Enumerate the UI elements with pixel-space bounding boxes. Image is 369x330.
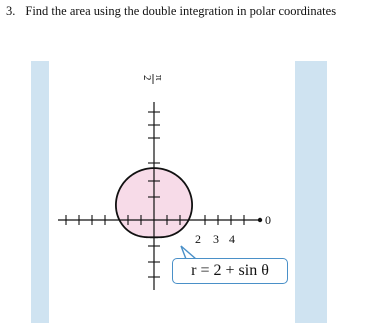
radial-tick-2: 2 — [195, 232, 201, 246]
angle-denominator: 2 — [141, 75, 153, 81]
radial-tick-3: 3 — [213, 232, 219, 246]
equation-text: r = 2 + sin θ — [191, 262, 269, 279]
angle-label-pi-over-2 — [141, 74, 165, 84]
radial-tick-4: 4 — [229, 232, 235, 246]
question-number: 3. — [6, 4, 16, 18]
polar-axis-end-marker — [258, 218, 262, 222]
equation-callout — [172, 258, 288, 284]
angle-numerator: π — [153, 75, 165, 81]
zero-angle-label: 0 — [265, 213, 271, 227]
question-text: Find the area using the double integration in polar coordinates — [25, 4, 337, 18]
